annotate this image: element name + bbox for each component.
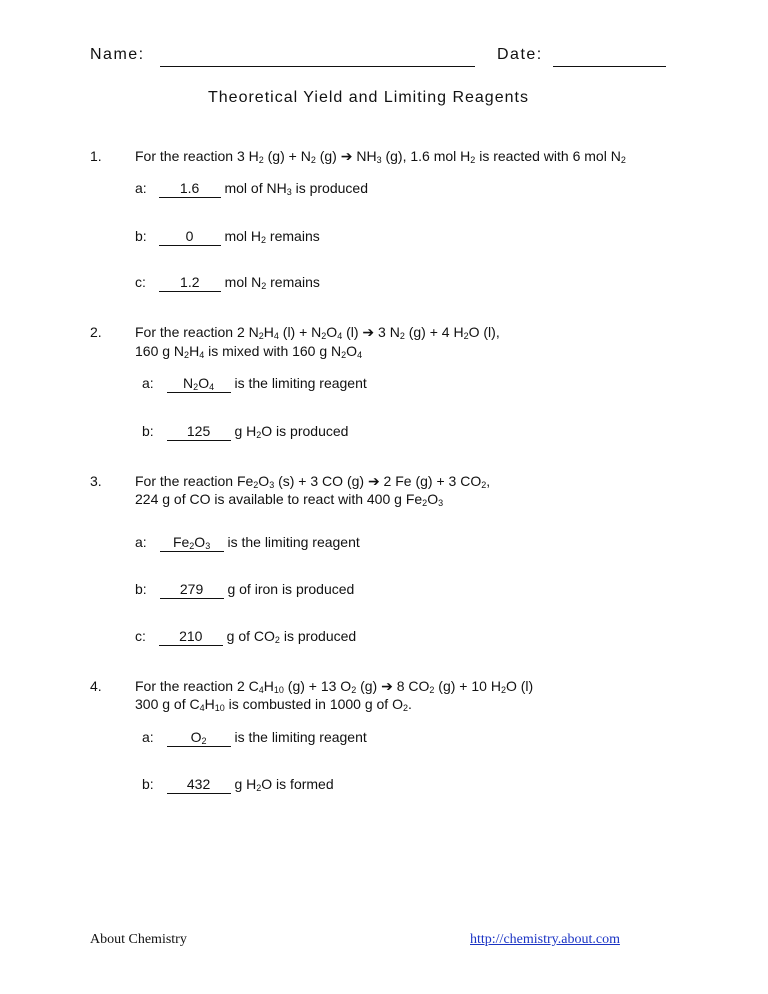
- q2-number: 2.: [90, 324, 102, 340]
- q4-prompt-line2: 300 g of $C_4H_{10}$ is combusted in 1000 g of $O_2$.: [135, 696, 412, 713]
- name-field[interactable]: [160, 66, 475, 67]
- q4a-text: is the limiting reagent: [234, 729, 367, 745]
- q4-prompt-line1: For the reaction 2 $C_4H_{10}$ (g) + 13 $O_2$ (g) ➔ 8 $CO_2$ (g) + 10 $H_2O$ (l): [135, 678, 534, 695]
- q2a-label: a:: [142, 375, 154, 391]
- q1c-label: c:: [135, 274, 146, 290]
- q3a-text: is the limiting reagent: [227, 534, 360, 550]
- q1a-text: mol of $NH_3$ is produced: [224, 180, 368, 197]
- q1b-row: [135, 228, 320, 246]
- q2-prompt-line1: For the reaction 2 $N_2H_4$ $(l) + N_2O_4$ (l) ➔ 3 $N_2$ (g) + 4 $H_2O$ (l),: [135, 324, 500, 341]
- q1c-text: mol $N_2$ remains: [224, 274, 320, 291]
- q3a-label: a:: [135, 534, 147, 550]
- q3c-text: g of $CO_2$ is produced: [226, 628, 357, 645]
- q1c-answer[interactable]: 1.2: [159, 274, 221, 292]
- q1b-answer[interactable]: 0: [159, 228, 221, 246]
- q4b-text: g $H_2O$ is formed: [234, 776, 334, 793]
- q3b-text: g of iron is produced: [227, 581, 355, 597]
- q1a-answer[interactable]: 1.6: [159, 180, 221, 198]
- q4b-label: b:: [142, 776, 154, 792]
- q4b-answer[interactable]: 432: [167, 776, 231, 794]
- q3c-label: c:: [135, 628, 146, 644]
- q2a-row: [142, 375, 367, 393]
- q3b-label: b:: [135, 581, 147, 597]
- q1c-row: [135, 274, 320, 292]
- footer-brand: About Chemistry: [90, 932, 187, 947]
- q1b-label: b:: [135, 228, 147, 244]
- q3a-row: [135, 534, 360, 552]
- q1a-label: a:: [135, 180, 147, 196]
- q2b-text: g $H_2O$ is produced: [234, 423, 349, 440]
- q3a-answer[interactable]: $Fe_2O_3$: [160, 534, 224, 552]
- q2b-row: [142, 423, 348, 441]
- date-field[interactable]: [553, 66, 666, 67]
- q2b-label: b:: [142, 423, 154, 439]
- q4-number: 4.: [90, 678, 102, 694]
- q1-number: 1.: [90, 148, 102, 164]
- q3c-answer[interactable]: 210: [159, 628, 223, 646]
- q3b-answer[interactable]: 279: [160, 581, 224, 599]
- worksheet-title: Theoretical Yield and Limiting Reagents: [208, 89, 529, 106]
- q2a-answer[interactable]: $N_2O_4$: [167, 375, 231, 393]
- q1a-row: [135, 180, 368, 198]
- q3b-row: [135, 581, 354, 599]
- q4a-label: a:: [142, 729, 154, 745]
- q4a-row: [142, 729, 367, 747]
- q2a-text: is the limiting reagent: [234, 375, 367, 391]
- q4a-answer[interactable]: $O_2$: [167, 729, 231, 747]
- q1-prompt: For the reaction 3 $H_2$ $(g) + N_2$ (g) ➔ $NH_3$ (g), 1.6 mol $H_2$ is reacted with 6 mol $N_2$: [135, 148, 626, 165]
- q2-prompt-line2: 160 g $N_2H_4$ is mixed with 160 g $N_2O_4$: [135, 343, 363, 360]
- date-label: Date:: [497, 46, 543, 63]
- q3-number: 3.: [90, 473, 102, 489]
- q1b-text: mol $H_2$ remains: [224, 228, 320, 245]
- q3-prompt-line2: 224 g of CO is available to react with 400 g $Fe_2O_3$: [135, 491, 444, 508]
- name-label: Name:: [90, 46, 145, 63]
- q3-prompt-line1: For the reaction $Fe_2O_3$ (s) + 3 CO (g) ➔ 2 Fe (g) + 3 $CO_2$,: [135, 473, 491, 490]
- q3c-row: [135, 628, 356, 646]
- q2b-answer[interactable]: 125: [167, 423, 231, 441]
- q4b-row: [142, 776, 334, 794]
- footer-link[interactable]: http://chemistry.about.com: [470, 932, 620, 947]
